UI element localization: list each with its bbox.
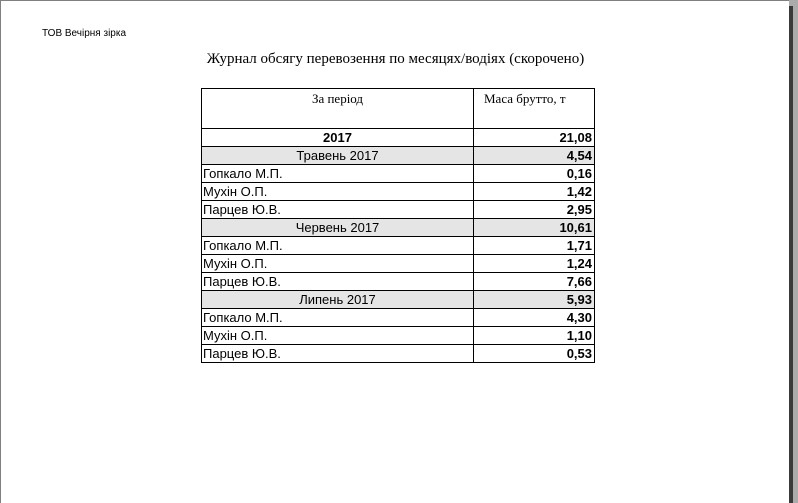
row-value: 21,08 (474, 129, 595, 147)
table-row-year-2017 (202, 129, 595, 147)
table-row-month (202, 291, 595, 309)
row-value: 4,54 (474, 147, 595, 165)
table-row-driver (202, 165, 595, 183)
column-header-period: За період (202, 89, 474, 129)
table-row-month (202, 147, 595, 165)
table-row-driver (202, 201, 595, 219)
row-label: Червень 2017 (202, 219, 474, 237)
table-row-month (202, 219, 595, 237)
row-label: Мухін О.П. (202, 255, 474, 273)
table-row-driver (202, 183, 595, 201)
row-label: Липень 2017 (202, 291, 474, 309)
row-value: 1,24 (474, 255, 595, 273)
row-value: 0,53 (474, 345, 595, 363)
table-row-driver (202, 255, 595, 273)
row-label: Мухін О.П. (202, 183, 474, 201)
row-value: 1,42 (474, 183, 595, 201)
row-value: 7,66 (474, 273, 595, 291)
row-value: 1,71 (474, 237, 595, 255)
table-row-driver (202, 345, 595, 363)
row-label: Мухін О.П. (202, 327, 474, 345)
page-shadow (789, 6, 793, 503)
row-value: 4,30 (474, 309, 595, 327)
row-value: 5,93 (474, 291, 595, 309)
report-table (201, 88, 595, 363)
row-value: 0,16 (474, 165, 595, 183)
row-label: Парцев Ю.В. (202, 201, 474, 219)
row-value: 1,10 (474, 327, 595, 345)
table-row-driver (202, 309, 595, 327)
table-header-row (202, 89, 595, 129)
row-label: Парцев Ю.В. (202, 345, 474, 363)
row-label: 2017 (202, 129, 474, 147)
row-label: Гопкало М.П. (202, 237, 474, 255)
row-label: Парцев Ю.В. (202, 273, 474, 291)
column-header-gross-mass: Маса брутто, т (474, 89, 595, 129)
row-value: 10,61 (474, 219, 595, 237)
row-label: Гопкало М.П. (202, 309, 474, 327)
table-row-driver (202, 237, 595, 255)
table-row-driver (202, 273, 595, 291)
company-name: ТОВ Вечірня зірка (42, 28, 127, 39)
report-title: Журнал обсягу перевозення по месяцях/водіях (скорочено) (206, 51, 585, 67)
row-label: Травень 2017 (202, 147, 474, 165)
row-label: Гопкало М.П. (202, 165, 474, 183)
row-value: 2,95 (474, 201, 595, 219)
table-row-driver (202, 327, 595, 345)
